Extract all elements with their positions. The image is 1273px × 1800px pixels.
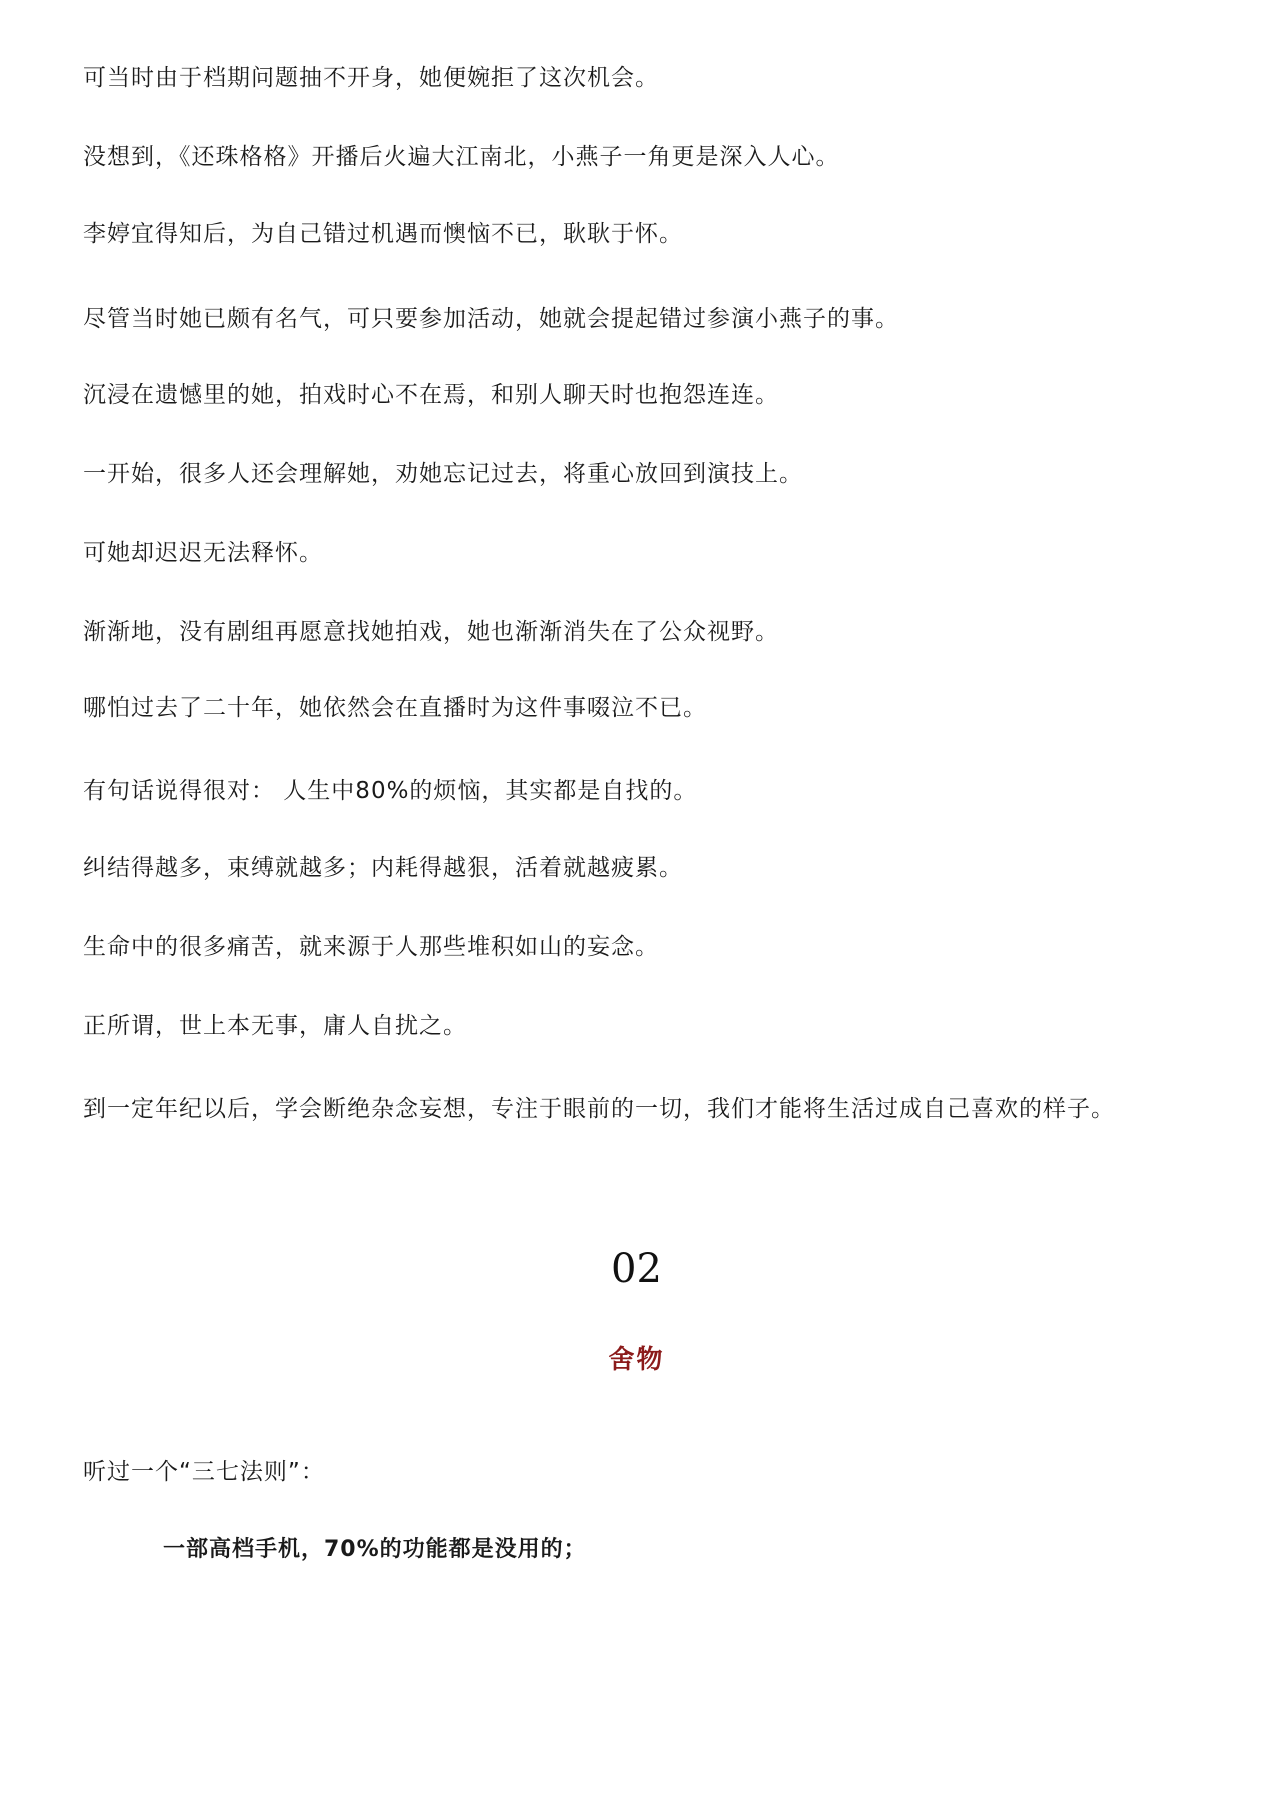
paragraph-5: 沉浸在遗憾里的她，拍戏时心不在焉，和别人聊天时也抱怨连连。 bbox=[83, 382, 779, 408]
bold-statement: 一部高档手机，70%的功能都是没用的； bbox=[163, 1537, 587, 1562]
paragraph-9: 哪怕过去了二十年，她依然会在直播时为这件事啜泣不已。 bbox=[83, 695, 707, 721]
paragraph-10: 有句话说得很对： 人生中80%的烦恼，其实都是自找的。 bbox=[83, 778, 698, 804]
paragraph-14: 到一定年纪以后，学会断绝杂念妄想，专注于眼前的一切，我们才能将生活过成自己喜欢的样子。 bbox=[83, 1096, 1115, 1122]
intro-paragraph: 听过一个“三七法则”： bbox=[83, 1459, 325, 1485]
paragraph-8: 渐渐地，没有剧组再愿意找她拍戏，她也渐渐消失在了公众视野。 bbox=[83, 619, 779, 645]
paragraph-4: 尽管当时她已颇有名气，可只要参加活动，她就会提起错过参演小燕子的事。 bbox=[83, 306, 899, 332]
paragraph-3: 李婷宜得知后，为自己错过机遇而懊恼不已，耿耿于怀。 bbox=[83, 221, 683, 247]
paragraph-7: 可她却迟迟无法释怀。 bbox=[83, 540, 323, 566]
paragraph-11: 纠结得越多，束缚就越多；内耗得越狠，活着就越疲累。 bbox=[83, 855, 683, 881]
section-title: 舍物 bbox=[608, 1345, 665, 1375]
paragraph-2: 没想到，《还珠格格》开播后火遍大江南北，小燕子一角更是深入人心。 bbox=[83, 144, 840, 170]
paragraph-12: 生命中的很多痛苦，就来源于人那些堆积如山的妄念。 bbox=[83, 934, 659, 960]
section-number: 02 bbox=[611, 1246, 662, 1292]
paragraph-1: 可当时由于档期问题抽不开身，她便婉拒了这次机会。 bbox=[83, 65, 659, 91]
paragraph-13: 正所谓，世上本无事，庸人自扰之。 bbox=[83, 1013, 467, 1039]
paragraph-6: 一开始，很多人还会理解她，劝她忘记过去，将重心放回到演技上。 bbox=[83, 461, 803, 487]
